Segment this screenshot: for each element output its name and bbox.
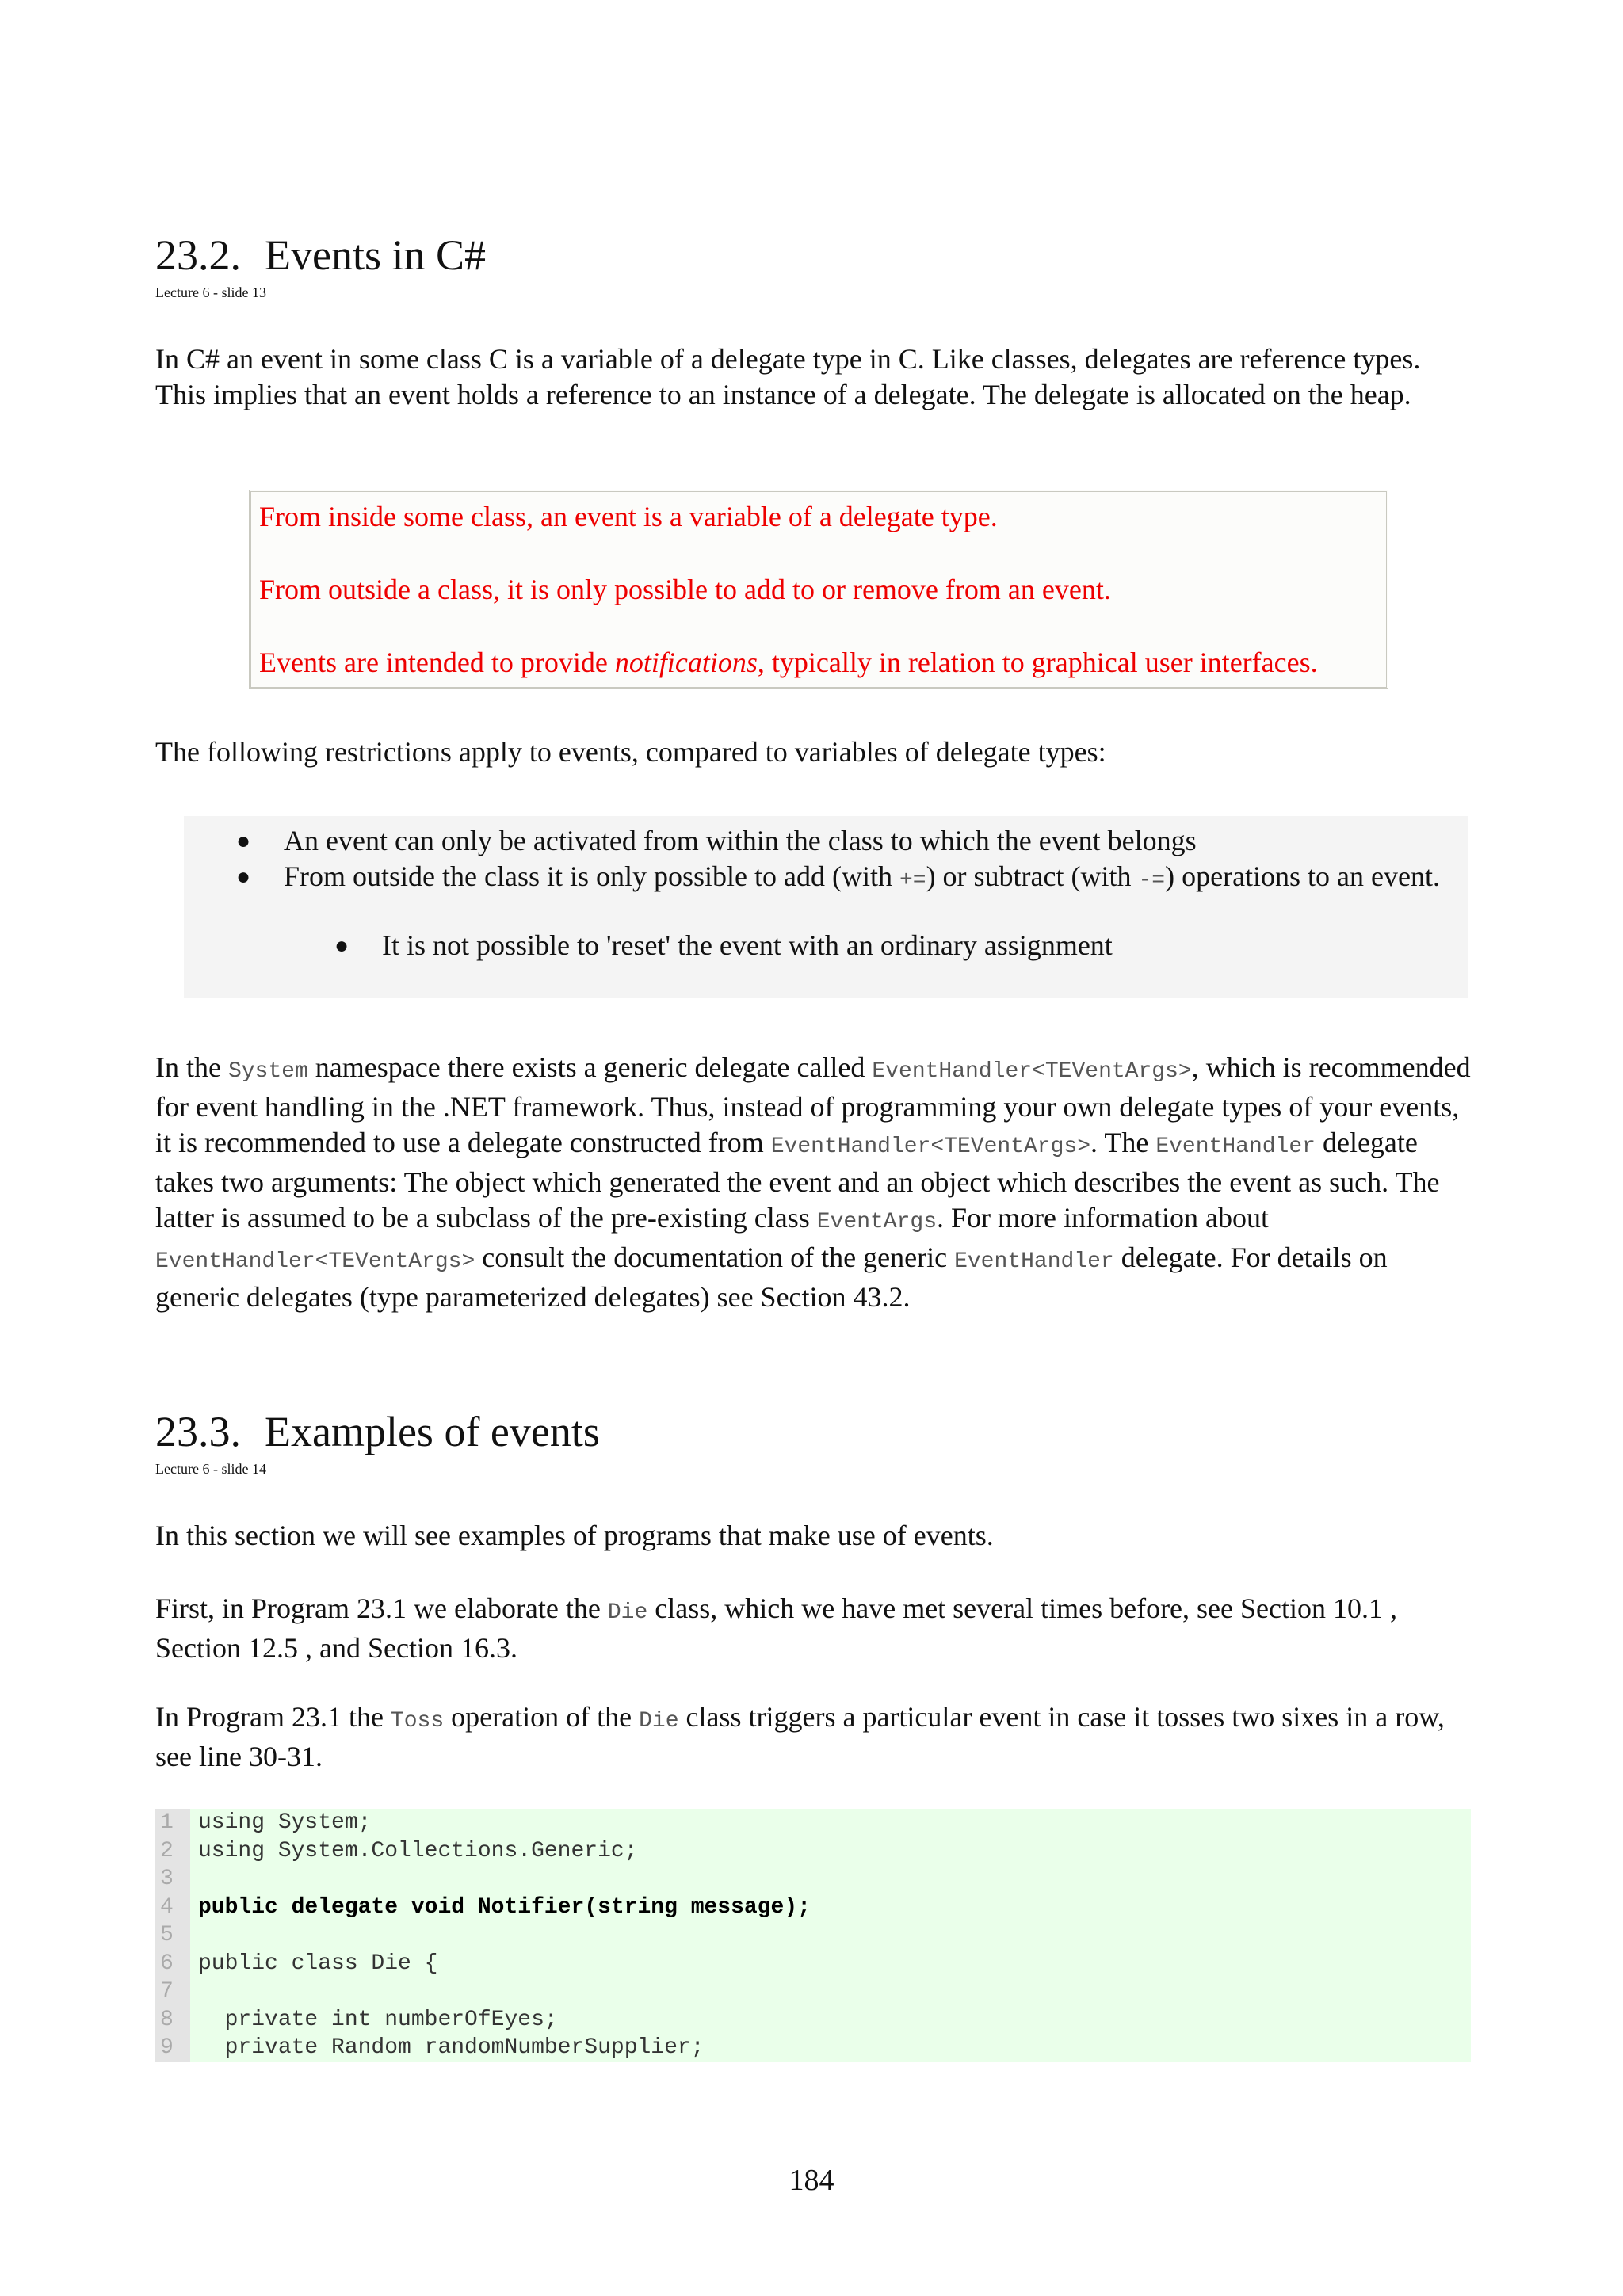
highlight-line-3: Events are intended to provide notifications, typically in relation to graphical user interfaces. xyxy=(259,646,1318,678)
code-line xyxy=(155,2006,1471,2035)
emphasis-notifications: notifications xyxy=(614,646,758,678)
restrictions-box xyxy=(184,816,1468,998)
code-line xyxy=(155,1978,1471,2006)
line-number: 5 xyxy=(155,1921,190,1950)
restrictions-intro: The following restrictions apply to events, compared to variables of delegate types: xyxy=(155,736,1106,768)
code-text: private Random randomNumberSupplier; xyxy=(198,2035,705,2061)
line-number: 8 xyxy=(155,2006,190,2035)
section-number: 23.3. xyxy=(155,1408,241,1455)
highlight-line-1: From inside some class, an event is a variable of a delegate type. xyxy=(259,501,998,532)
eventhandler-paragraph: In the System namespace there exists a generic delegate called EventHandler<TEVentArgs>, which is recommended for event handling in the .NET framework. Thus, instead of programming your own delegate types of your events, it is recommended to use a delegate constructed from EventHandler<TEVentArgs>. The EventHandler delegate takes two arguments: The object which generated the event and an object which describes the event as such. The latter is assumed to be a subclass of the pre-existing class EventArgs. For more information about EventHandler<TEVentArgs> consult the documentation of the generic EventHandler delegate. For details on generic delegates (type parameterized delegates) see Section 43.2. xyxy=(155,1051,1471,1313)
list-item-nested: ● It is not possible to 'reset' the event with an ordinary assignment xyxy=(382,928,1412,963)
code-line xyxy=(155,1950,1471,1978)
line-number: 1 xyxy=(155,1809,190,1837)
code-text: public delegate void Notifier(string message); xyxy=(198,1894,811,1920)
line-number: 7 xyxy=(155,1978,190,2006)
code-line xyxy=(155,1809,1471,1837)
intro-paragraph: In C# an event in some class C is a variable of a delegate type in C. Like classes, delegates are reference types. This implies that an event holds a reference to an instance of a delegate. The delegate is allocated on the heap. xyxy=(155,343,1421,410)
line-number: 9 xyxy=(155,2034,190,2062)
code-line xyxy=(155,1894,1471,1922)
section-number: 23.2. xyxy=(155,231,241,279)
examples-intro: In this section we will see examples of programs that make use of events. xyxy=(155,1520,994,1551)
line-number: 6 xyxy=(155,1950,190,1978)
bullet-icon: ● xyxy=(236,864,251,890)
die-paragraph: First, in Program 23.1 we elaborate the Die class, which we have met several times before, see Section 10.1 , Section 12.5 , and Section 16.3. xyxy=(155,1592,1397,1664)
highlight-box xyxy=(249,490,1388,689)
code-text: private int numberOfEyes; xyxy=(198,2007,558,2032)
slide-reference: Lecture 6 - slide 14 xyxy=(155,1461,266,1477)
bullet-icon: ● xyxy=(334,933,349,959)
section-title: Events in C# xyxy=(265,231,486,279)
code-listing xyxy=(155,1809,1471,2062)
code-text: using System; xyxy=(198,1810,372,1836)
line-number: 2 xyxy=(155,1837,190,1866)
section-title: Examples of events xyxy=(265,1408,600,1455)
code-line xyxy=(155,1921,1471,1950)
list-item: ● An event can only be activated from within the class to which the event belongs xyxy=(284,823,1457,859)
section-heading-23-2 xyxy=(155,231,486,279)
list-item: ● From outside the class it is only possible to add (with +=) or subtract (with -=) operations to an event. xyxy=(236,860,1440,893)
highlight-line-2: From outside a class, it is only possible to add to or remove from an event. xyxy=(259,574,1111,605)
toss-paragraph: In Program 23.1 the Toss operation of the Die class triggers a particular event in case it tosses two sixes in a row, see line 30-31. xyxy=(155,1701,1445,1772)
code-text: public class Die { xyxy=(198,1951,438,1976)
bullet-icon: ● xyxy=(236,828,251,854)
code-text: using System.Collections.Generic; xyxy=(198,1838,638,1863)
line-number: 3 xyxy=(155,1865,190,1894)
code-line xyxy=(155,1837,1471,1866)
page-number: 184 xyxy=(789,2164,834,2197)
section-heading-23-3 xyxy=(155,1408,600,1455)
slide-reference: Lecture 6 - slide 13 xyxy=(155,284,266,300)
code-line xyxy=(155,2034,1471,2062)
code-line xyxy=(155,1865,1471,1894)
line-number: 4 xyxy=(155,1894,190,1922)
